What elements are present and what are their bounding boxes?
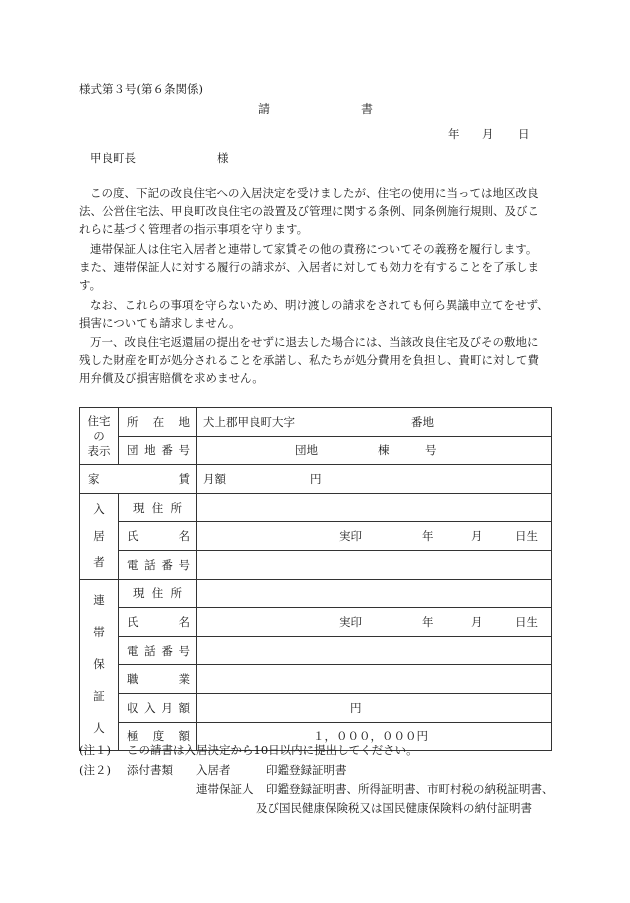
- housing-location-row: [80, 408, 552, 437]
- label-char: 話: [144, 643, 156, 658]
- lot-danchi: 団地: [295, 443, 318, 458]
- resident-name-label: [119, 522, 197, 551]
- label-char: 番: [161, 643, 173, 658]
- guarantor-address-field[interactable]: [197, 579, 552, 608]
- group-line: の: [93, 428, 105, 443]
- lot-label: [119, 436, 197, 465]
- guarantor-name-row: [80, 608, 552, 637]
- label-char: 職: [127, 672, 139, 687]
- label-char: 氏: [127, 614, 139, 629]
- paragraph-4: [79, 333, 557, 388]
- note-2-guarantor-docs-2: 及び国民健康保険税又は国民健康保険料の納付証明書: [256, 801, 532, 815]
- label-char: 号: [178, 443, 190, 458]
- label-char: 度: [152, 729, 165, 744]
- lot-value-field[interactable]: [197, 436, 552, 465]
- label-char: 号: [178, 643, 190, 658]
- label-char: 現: [133, 586, 145, 601]
- note-2-label: (注２): [79, 763, 111, 777]
- label-char: 所: [170, 586, 182, 601]
- date-day: 日: [518, 127, 530, 141]
- date-month: 月: [482, 127, 494, 141]
- resident-birth-year: 年: [422, 529, 434, 544]
- group-char: 入: [93, 502, 105, 516]
- paragraph-1: [79, 184, 557, 239]
- guarantor-phone-row: [80, 636, 552, 665]
- label-char: 番: [161, 557, 173, 572]
- label-char: 賃: [178, 471, 190, 486]
- paragraph-line: 万一、改良住宅返還届の提出をせずに退去した場合には、当該改良住宅及びその敷地に: [90, 335, 539, 349]
- label-char: 額: [178, 700, 190, 715]
- income-unit: 円: [350, 700, 362, 715]
- label-char: 収: [127, 700, 139, 715]
- label-char: 入: [144, 700, 156, 715]
- resident-address-label: [119, 493, 197, 522]
- resident-birth-month: 月: [471, 529, 483, 544]
- paragraph-line: 連帯保証人は住宅入居者と連帯して家賃その他の責務についてその義務を履行します。: [90, 242, 538, 256]
- resident-phone-field[interactable]: [197, 550, 552, 579]
- guarantor-group-label: [80, 579, 119, 751]
- label-char: 話: [144, 557, 156, 572]
- guarantor-income-label: [119, 693, 197, 722]
- label-char: 地: [144, 443, 156, 458]
- guarantor-phone-label: [119, 636, 197, 665]
- note-2-heading: 添付書類: [127, 763, 173, 777]
- application-table: [79, 407, 552, 751]
- label-char: 住: [151, 586, 164, 601]
- guarantor-birth-month: 月: [471, 614, 483, 629]
- addressee-honorific: 様: [217, 151, 229, 165]
- group-char: 帯: [93, 625, 105, 640]
- paragraph-2: [79, 240, 557, 295]
- guarantor-birth-day: 日生: [515, 614, 538, 629]
- guarantor-address-label: [119, 579, 197, 608]
- guarantor-birth-year: 年: [422, 614, 434, 629]
- resident-address-field[interactable]: [197, 493, 552, 522]
- paragraph-line: この度、下記の改良住宅への入居決定を受けましたが、住宅の使用に当っては地区改良: [90, 186, 539, 200]
- date-year: 年: [448, 127, 460, 141]
- resident-address-row: [80, 493, 552, 522]
- label-char: 名: [178, 614, 190, 629]
- label-char: 極: [127, 729, 139, 744]
- rent-value-field[interactable]: [197, 465, 552, 494]
- rent-prefix: 月額: [203, 471, 226, 486]
- title-char-1: 請: [258, 102, 271, 116]
- addressee-name: 甲良町長: [90, 151, 136, 165]
- paragraph-line: 法、公営住宅法、甲良町改良住宅の設置及び管理に関する条例、同条例施行規則、及びこ: [79, 204, 539, 219]
- note-2-guarantor-docs-1: 印鑑登録証明書、所得証明書、市町村税の納税証明書、: [266, 782, 554, 796]
- group-char: 保: [93, 657, 105, 672]
- label-char: 号: [178, 557, 190, 572]
- label-char: 額: [178, 729, 190, 744]
- label-char: 団: [127, 443, 139, 458]
- label-char: 家: [88, 471, 100, 486]
- resident-group-label: [80, 493, 119, 579]
- guarantor-job-field[interactable]: [197, 665, 552, 694]
- label-char: 業: [178, 672, 190, 687]
- label-char: 名: [178, 529, 190, 544]
- guarantor-phone-field[interactable]: [197, 636, 552, 665]
- group-line: 表示: [87, 443, 111, 458]
- guarantor-job-label: [119, 665, 197, 694]
- paragraph-line: れらに基づく管理者の指示事項を守ります。: [79, 222, 309, 237]
- group-char: 連: [93, 593, 105, 608]
- note-2-guarantor-label: 連帯保証人: [196, 782, 254, 796]
- label-char: 在: [152, 414, 165, 429]
- group-char: 者: [93, 555, 105, 570]
- resident-name-row: [80, 522, 552, 551]
- limit-value: １，０００，０００円: [313, 729, 428, 744]
- guarantor-name-label: [119, 608, 197, 637]
- form-number: 様式第３号(第６条関係): [79, 82, 203, 96]
- resident-phone-row: [80, 550, 552, 579]
- housing-group-label: [80, 408, 119, 465]
- label-char: 番: [161, 443, 173, 458]
- paragraph-line: 損害についても請求しません。: [79, 316, 241, 331]
- paragraph-line: また、連帯保証人に対する履行の請求が、入居者に対しても効力を有することを了承しま: [79, 260, 539, 275]
- label-char: 所: [127, 414, 139, 429]
- group-char: 居: [93, 528, 105, 543]
- location-label: [119, 408, 197, 437]
- paragraph-line: なお、これらの事項を守らないため、明け渡しの請求をされても何ら異議申立てをせず、: [90, 298, 549, 312]
- group-char: 人: [93, 721, 105, 736]
- label-char: 電: [127, 557, 139, 572]
- label-char: 地: [178, 414, 190, 429]
- rent-label: [80, 465, 197, 494]
- guarantor-name-field[interactable]: [197, 608, 552, 637]
- housing-lot-row: [80, 436, 552, 465]
- label-char: 氏: [127, 529, 139, 544]
- guarantor-job-row: [80, 665, 552, 694]
- label-char: 住: [151, 500, 164, 515]
- paragraph-3: [79, 296, 557, 332]
- label-char: 月: [161, 700, 173, 715]
- note-2-resident-docs: 印鑑登録証明書: [266, 763, 347, 777]
- resident-seal: 実印: [339, 529, 362, 544]
- group-char: 証: [93, 689, 105, 704]
- guarantor-income-row: [80, 693, 552, 722]
- paragraph-line: す。: [79, 278, 102, 293]
- lot-number: 号: [425, 443, 437, 458]
- guarantor-income-field[interactable]: [197, 693, 552, 722]
- label-char: 電: [127, 643, 139, 658]
- location-suffix: 番地: [411, 414, 434, 429]
- note-1-label: (注１): [79, 743, 111, 757]
- location-prefix: 犬上郡甲良町大字: [203, 414, 295, 429]
- guarantor-seal: 実印: [339, 614, 362, 629]
- resident-name-field[interactable]: [197, 522, 552, 551]
- paragraph-line: 残した財産を町が処分されることを承諾し、私たちが処分費用を負担し、貴町に対して費: [79, 353, 539, 368]
- note-1-text: この請書は入居決定から10日以内に提出してください。: [127, 743, 418, 757]
- title-char-2: 書: [361, 102, 374, 116]
- rent-row: [80, 465, 552, 494]
- resident-phone-label: [119, 550, 197, 579]
- lot-building: 棟: [378, 443, 390, 458]
- resident-birth-day: 日生: [515, 529, 538, 544]
- location-value-field[interactable]: [197, 408, 552, 437]
- rent-unit: 円: [310, 471, 322, 486]
- note-2-resident-label: 入居者: [196, 763, 231, 777]
- label-char: 所: [170, 500, 182, 515]
- label-char: 現: [133, 500, 145, 515]
- guarantor-address-row: [80, 579, 552, 608]
- group-line: 住宅: [87, 413, 111, 428]
- paragraph-line: 用弁償及び損害賠償を求めません。: [79, 371, 264, 386]
